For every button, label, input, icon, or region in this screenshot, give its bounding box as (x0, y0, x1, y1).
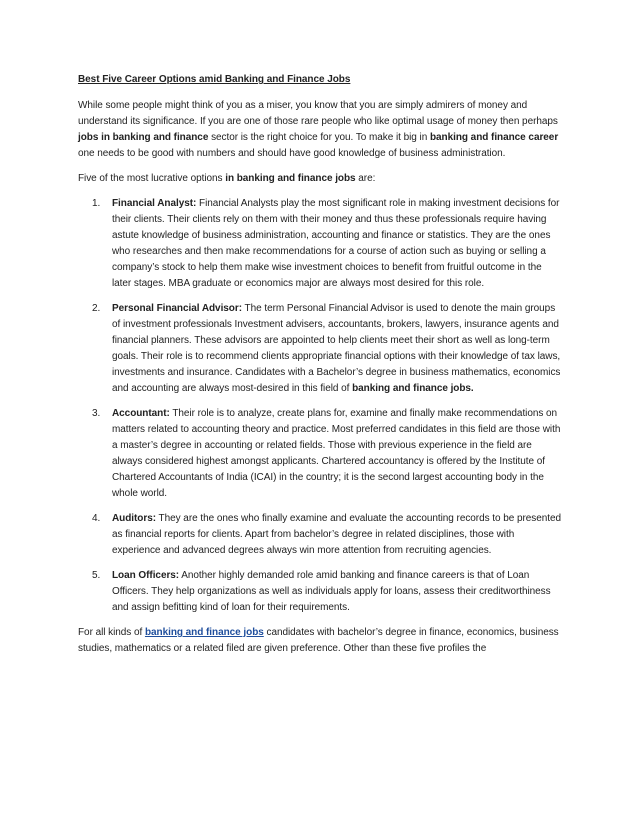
closing-text-1: For all kinds of (78, 627, 145, 638)
list-item-number: 5. (92, 570, 101, 581)
list-item (78, 301, 562, 397)
intro-paragraph (78, 98, 562, 162)
list-item-number: 2. (92, 303, 101, 314)
list-item-number: 1. (92, 198, 101, 209)
closing-text-2: candidates with bachelor’s degree in finance, economics, business studies, mathematics or a related filed are given preference. Other than these five profiles the (78, 627, 559, 654)
list-item-term: Auditors: (112, 513, 156, 524)
closing-paragraph (78, 625, 562, 657)
document-page (78, 72, 562, 666)
career-options-list (78, 196, 562, 616)
list-item-text: The term Personal Financial Advisor is used to denote the main groups of investment professionals Investment advisers, accountants, brokers, lawyers, insurance agents and financial planners. These advisors are appointed to help clients meet their short as well as long-term goals. Their role is to recommend clients appropriate financial options with their knowledge of tax laws, investments and insurance. Candidates with a Bachelor’s degree in business mathematics, economics and accounting are always most-desired in this field of (112, 303, 561, 394)
banking-finance-jobs-link[interactable]: banking and finance jobs (144, 627, 264, 638)
list-item-text: They are the ones who finally examine and evaluate the accounting records to be presented as financial reports for clients. Apart from bachelor’s degree in related disciplines, those with experience and advanced degrees always win more attention from recruiting agencies. (112, 513, 562, 556)
intro-text-1: While some people might think of you as a miser, you know that you are simply admirers of money and understand its significance. If you are one of those rare people who like optimal usage of money then perhaps (78, 100, 558, 127)
list-item (78, 511, 562, 559)
list-item-term: Financial Analyst: (112, 198, 197, 209)
list-item-bold-end: banking and finance jobs. (352, 383, 474, 394)
lead-paragraph (78, 171, 562, 187)
document-title: Best Five Career Options amid Banking and Finance Jobs (78, 74, 351, 85)
intro-bold-2: banking and finance career (429, 132, 559, 143)
intro-bold-1: jobs in banking and finance (78, 132, 209, 143)
list-item (78, 406, 562, 502)
list-item-text: Their role is to analyze, create plans for, examine and finally make recommendations on matters related to accounting theory and practice. Most preferred candidates in this field are those with a master’s degree in accounting or related fields. Those with previous experience in the field are always considered highest amongst applicants. Chartered accountancy is offered by the Institute of Chartered Accountants of India (ICAI) in the country; it is the second largest accounting body in the whole world. (112, 408, 561, 499)
lead-bold: in banking and finance jobs (225, 173, 356, 184)
list-item (78, 196, 562, 292)
list-item-number: 4. (92, 513, 101, 524)
intro-text-2: sector is the right choice for you. To make it big in (208, 132, 430, 143)
list-item-term: Accountant: (112, 408, 170, 419)
intro-text-3: one needs to be good with numbers and should have good knowledge of business administration. (78, 148, 506, 159)
lead-text-1: Five of the most lucrative options (78, 173, 226, 184)
list-item-number: 3. (92, 408, 101, 419)
list-item (78, 568, 562, 616)
lead-text-2: are: (355, 173, 376, 184)
list-item-term: Personal Financial Advisor: (112, 303, 242, 314)
list-item-term: Loan Officers: (112, 570, 180, 581)
list-item-text: Another highly demanded role amid banking and finance careers is that of Loan Officers. They help organizations as well as individuals apply for loans, assess their creditworthiness and assign befitting kind of loan for their requirements. (112, 570, 551, 613)
list-item-text: Financial Analysts play the most significant role in making investment decisions for their clients. Their clients rely on them with their money and thus these professionals require having astute knowledge of business administration, accounting and finance or statistics. They are the ones who researches and then make recommendations for a course of action such as buying or selling a company’s stock to help them make wise investment choices to benefit from fruitful outcome in the later stages. MBA graduate or economics major are always most desired for this role. (112, 198, 560, 289)
